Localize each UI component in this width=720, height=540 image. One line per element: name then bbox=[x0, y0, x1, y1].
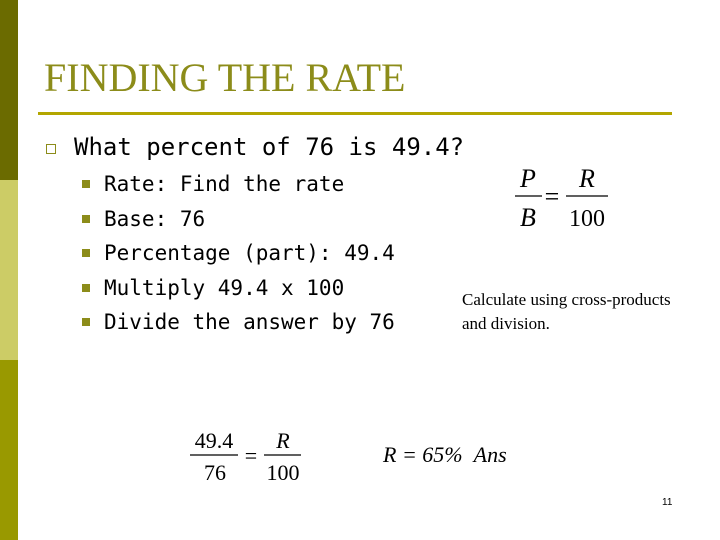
example-denominator-left: 76 bbox=[204, 460, 226, 485]
list-item-text: Rate: Find the rate bbox=[104, 172, 345, 196]
list-item-text: Divide the answer by 76 bbox=[104, 310, 395, 334]
list-item-text: Multiply 49.4 x 100 bbox=[104, 275, 345, 300]
question-text: What percent of 76 is 49.4? bbox=[74, 133, 465, 161]
formula-numerator-left: P bbox=[520, 164, 536, 193]
formula-equals: = bbox=[544, 182, 560, 211]
square-bullet-icon bbox=[82, 180, 90, 188]
square-bullet-icon bbox=[82, 284, 90, 292]
question-bullet-icon bbox=[46, 144, 56, 154]
square-bullet-icon bbox=[82, 249, 90, 257]
proportion-formula bbox=[512, 160, 612, 236]
left-stripe-bottom bbox=[0, 360, 18, 540]
list-item-text: Percentage (part): 49.4 bbox=[104, 241, 395, 265]
formula-numerator-right: R bbox=[579, 164, 595, 193]
slide-title: FINDING THE RATE bbox=[44, 55, 406, 100]
left-stripe-middle bbox=[0, 180, 18, 360]
example-proportion bbox=[188, 426, 308, 488]
calculation-note: Calculate using cross-products and division. bbox=[462, 290, 671, 333]
example-numerator-right: R bbox=[276, 428, 290, 453]
example-numerator-left: 49.4 bbox=[194, 428, 234, 453]
example-denominator-right: 100 bbox=[266, 460, 300, 485]
list-item-text: Base: 76 bbox=[104, 206, 206, 231]
left-stripe-top bbox=[0, 0, 18, 180]
title-underline bbox=[38, 112, 672, 115]
example-equals: = bbox=[244, 443, 258, 468]
formula-denominator-right: 100 bbox=[569, 206, 605, 232]
square-bullet-icon bbox=[82, 215, 90, 223]
square-bullet-icon bbox=[82, 318, 90, 326]
answer-expression: R = 65% bbox=[383, 442, 463, 467]
answer-tag: Ans bbox=[473, 442, 507, 467]
page-number: 11 bbox=[662, 497, 673, 508]
formula-denominator-left: B bbox=[520, 203, 536, 232]
answer-line bbox=[383, 442, 507, 468]
